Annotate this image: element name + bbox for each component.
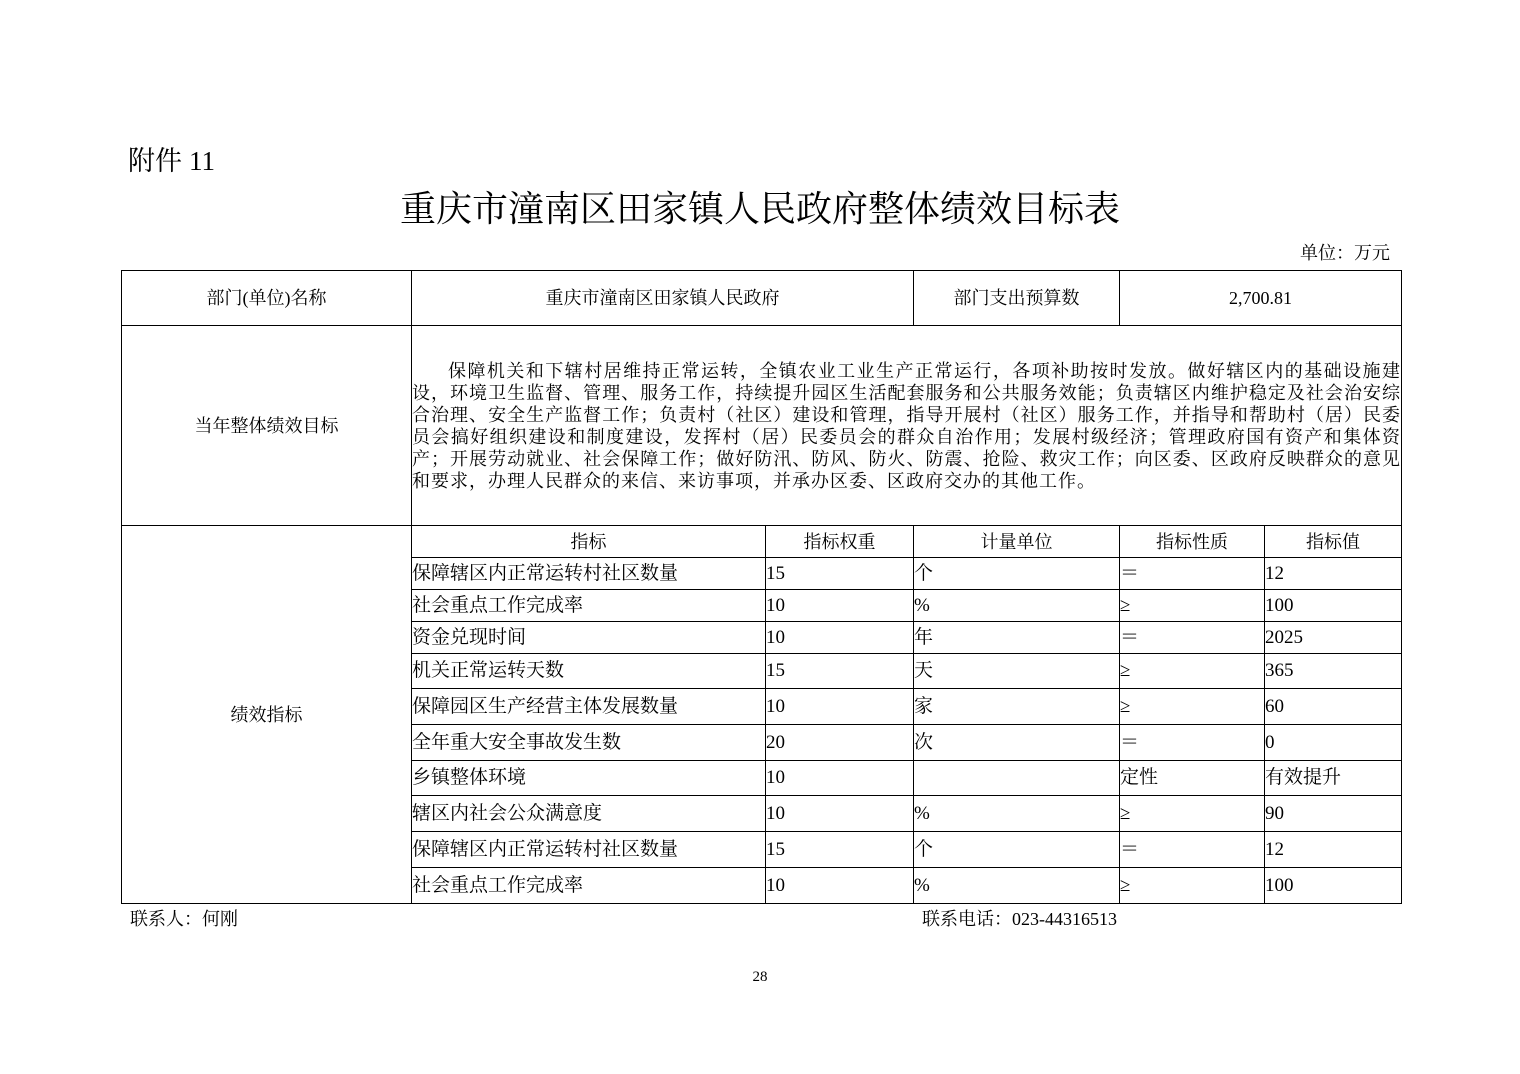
indicator-nature: ＝ (1120, 558, 1265, 590)
performance-target-table (121, 270, 1402, 904)
indicator-weight: 10 (766, 761, 914, 796)
indicator-name: 保障辖区内正常运转村社区数量 (412, 832, 766, 868)
indicator-nature: ≥ (1120, 796, 1265, 832)
indicator-nature: 定性 (1120, 761, 1265, 796)
indicator-value: 90 (1265, 796, 1402, 832)
indicator-name: 乡镇整体环境 (412, 761, 766, 796)
indicator-name: 社会重点工作完成率 (412, 590, 766, 622)
indicator-unit: % (914, 590, 1120, 622)
indicator-weight: 10 (766, 868, 914, 904)
indicator-unit: 年 (914, 622, 1120, 654)
indicator-unit: % (914, 868, 1120, 904)
indicator-nature: ＝ (1120, 832, 1265, 868)
budget-label: 部门支出预算数 (914, 271, 1120, 326)
indicator-value: 365 (1265, 654, 1402, 689)
indicator-weight: 15 (766, 558, 914, 590)
indicator-header-nature: 指标性质 (1120, 526, 1265, 558)
indicator-value: 12 (1265, 558, 1402, 590)
attachment-label: 附件 (128, 146, 182, 176)
indicator-name: 保障园区生产经营主体发展数量 (412, 689, 766, 725)
indicator-header-value: 指标值 (1265, 526, 1402, 558)
indicator-unit: 家 (914, 689, 1120, 725)
indicator-unit (914, 761, 1120, 796)
indicator-weight: 15 (766, 832, 914, 868)
indicator-header-row (122, 526, 1402, 558)
budget-value: 2,700.81 (1120, 271, 1402, 326)
indicator-name: 机关正常运转天数 (412, 654, 766, 689)
indicator-value: 100 (1265, 868, 1402, 904)
indicator-nature: ＝ (1120, 725, 1265, 761)
indicator-unit: 天 (914, 654, 1120, 689)
indicator-value: 0 (1265, 725, 1402, 761)
indicator-weight: 10 (766, 590, 914, 622)
page-number: 28 (752, 969, 768, 985)
indicator-name: 资金兑现时间 (412, 622, 766, 654)
indicator-nature: ≥ (1120, 654, 1265, 689)
indicator-header-weight: 指标权重 (766, 526, 914, 558)
indicator-value: 60 (1265, 689, 1402, 725)
attachment-number: 11 (189, 146, 215, 176)
indicator-weight: 20 (766, 725, 914, 761)
indicator-weight: 10 (766, 622, 914, 654)
annual-goal-row (122, 326, 1402, 526)
indicator-nature: ≥ (1120, 590, 1265, 622)
indicator-nature: ＝ (1120, 622, 1265, 654)
dept-info-row (122, 271, 1402, 326)
indicator-weight: 15 (766, 654, 914, 689)
indicator-unit: 个 (914, 558, 1120, 590)
indicator-unit: 个 (914, 832, 1120, 868)
indicator-weight: 10 (766, 796, 914, 832)
document-title: 重庆市潼南区田家镇人民政府整体绩效目标表 (399, 188, 1120, 229)
unit-note: 单位：万元 (1300, 243, 1390, 263)
indicator-name: 保障辖区内正常运转村社区数量 (412, 558, 766, 590)
dept-name-label: 部门(单位)名称 (122, 271, 412, 326)
indicator-value: 有效提升 (1265, 761, 1402, 796)
indicator-name: 辖区内社会公众满意度 (412, 796, 766, 832)
contact-person: 联系人：何刚 (130, 909, 238, 929)
indicator-name: 全年重大安全事故发生数 (412, 725, 766, 761)
indicator-value: 2025 (1265, 622, 1402, 654)
indicator-header-unit: 计量单位 (914, 526, 1120, 558)
indicator-header-name: 指标 (412, 526, 766, 558)
indicator-unit: % (914, 796, 1120, 832)
attachment-heading (128, 144, 215, 178)
contact-phone: 联系电话：023-44316513 (922, 909, 1117, 929)
indicator-nature: ≥ (1120, 689, 1265, 725)
indicator-unit: 次 (914, 725, 1120, 761)
indicator-name: 社会重点工作完成率 (412, 868, 766, 904)
indicator-value: 12 (1265, 832, 1402, 868)
indicator-value: 100 (1265, 590, 1402, 622)
annual-goal-label: 当年整体绩效目标 (122, 326, 412, 526)
indicator-weight: 10 (766, 689, 914, 725)
dept-name-value: 重庆市潼南区田家镇人民政府 (412, 271, 914, 326)
annual-goal-text: 保障机关和下辖村居维持正常运转，全镇农业工业生产正常运行，各项补助按时发放。做好辖区内的基础设施建设，环境卫生监督、管理、服务工作，持续提升园区生活配套服务和公共服务效能；负责辖区内维护稳定及社会治安综合治理、安全生产监督工作；负责村（社区）建设和管理，指导开展村（社区）服务工作，并指导和帮助村（居）民委员会搞好组织建设和制度建设，发挥村（居）民委员会的群众自治作用；发展村级经济；管理政府国有资产和集体资产；开展劳动就业、社会保障工作；做好防汛、防风、防火、防震、抢险、救灾工作；向区委、区政府反映群众的意见和要求，办理人民群众的来信、来访事项，并承办区委、区政府交办的其他工作。 (412, 326, 1402, 526)
indicator-nature: ≥ (1120, 868, 1265, 904)
indicators-label: 绩效指标 (122, 526, 412, 904)
